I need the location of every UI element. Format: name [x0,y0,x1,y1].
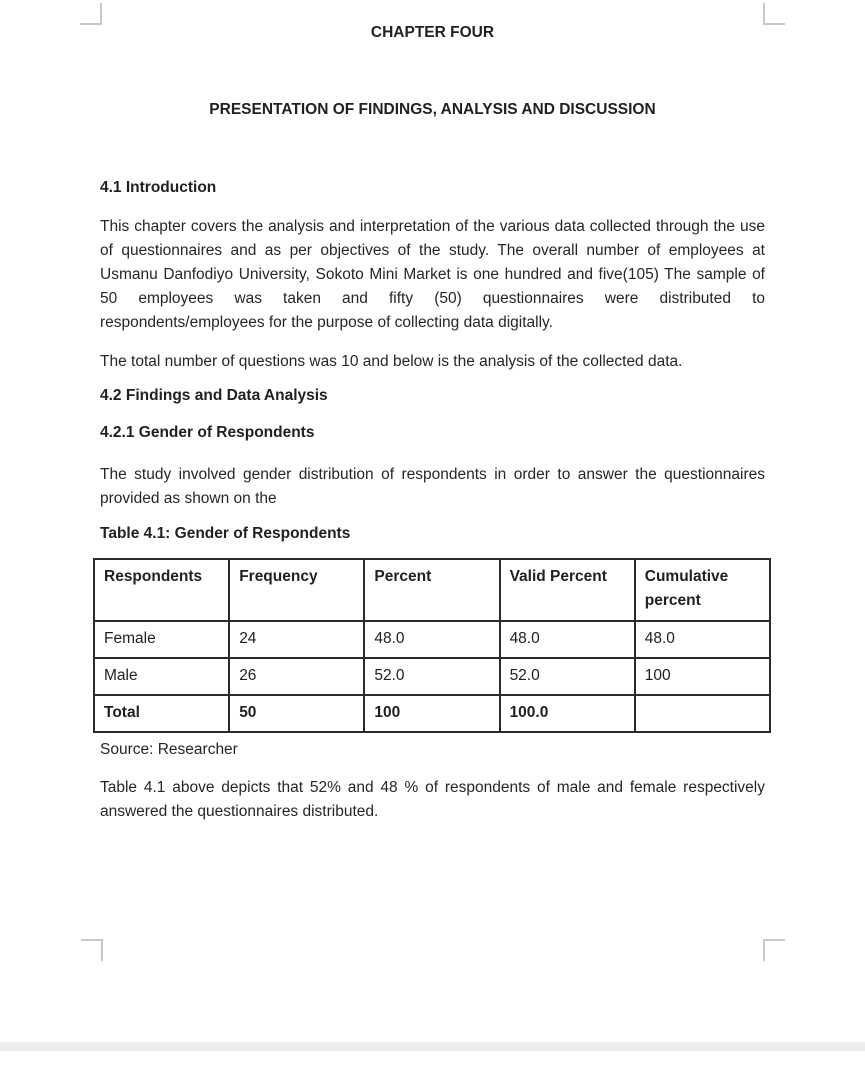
cell-total-frequency: 50 [229,695,364,732]
column-header-cumulative-percent: Cumulative percent [635,559,770,621]
document-title: PRESENTATION OF FINDINGS, ANALYSIS AND DISCUSSION [209,101,656,118]
page-content [100,0,765,824]
text-boundary-mark-top-right [763,3,785,25]
page-separator [0,1042,865,1051]
table-row-total [94,695,770,732]
cell-male-frequency: 26 [229,658,364,695]
table-body [94,621,770,732]
section-heading-4-2-findings: 4.2 Findings and Data Analysis [100,387,328,404]
text-boundary-mark-bottom-right [763,939,785,961]
cell-female-frequency: 24 [229,621,364,658]
gender-paragraph: The study involved gender distribution of respondents in order to answer the questionnaires provided as shown on the [100,466,765,507]
table-row-female [94,621,770,658]
table-header [94,559,770,621]
text-boundary-mark-bottom-left [81,939,103,961]
section-heading-4-1-introduction: 4.1 Introduction [100,179,217,196]
cell-male-valid-percent: 52.0 [500,658,635,695]
cell-female-label: Female [94,621,229,658]
column-header-valid-percent: Valid Percent [500,559,635,621]
cell-female-valid-percent: 48.0 [500,621,635,658]
column-header-respondents: Respondents [94,559,229,621]
cell-total-cumulative-percent [635,695,770,732]
text-boundary-mark-top-left [80,3,102,25]
gender-of-respondents-table [93,558,771,733]
table-source-note: Source: Researcher [100,741,238,758]
cell-female-percent: 48.0 [364,621,499,658]
chapter-heading: CHAPTER FOUR [370,24,495,41]
cell-total-percent: 100 [364,695,499,732]
cell-male-percent: 52.0 [364,658,499,695]
column-header-percent: Percent [364,559,499,621]
section-heading-4-2-1-gender: 4.2.1 Gender of Respondents [100,424,315,441]
cell-total-label: Total [94,695,229,732]
cell-male-cumulative-percent: 100 [635,658,770,695]
cell-female-cumulative-percent: 48.0 [635,621,770,658]
table-caption: Table 4.1: Gender of Respondents [100,525,351,542]
cell-male-label: Male [94,658,229,695]
table-row-male [94,658,770,695]
intro-paragraph: This chapter covers the analysis and interpretation of the various data collected through the use of questionnaires and as per objectives of the study. The overall number of employees at Usmanu Danfodiyo University, Sokoto Mini Market is one hundred and five(105) The sample of 50 employees was taken and fifty (50) questionnaires were distributed to respondents/employees for the purpose of collecting data digitally. [100,218,765,331]
table-header-row [94,559,770,621]
total-questions-paragraph: The total number of questions was 10 and below is the analysis of the collected data. [100,353,683,370]
closing-paragraph: Table 4.1 above depicts that 52% and 48 % of respondents of male and female respectively answered the questionnaires distributed. [100,779,765,820]
cell-total-valid-percent: 100.0 [500,695,635,732]
column-header-frequency: Frequency [229,559,364,621]
